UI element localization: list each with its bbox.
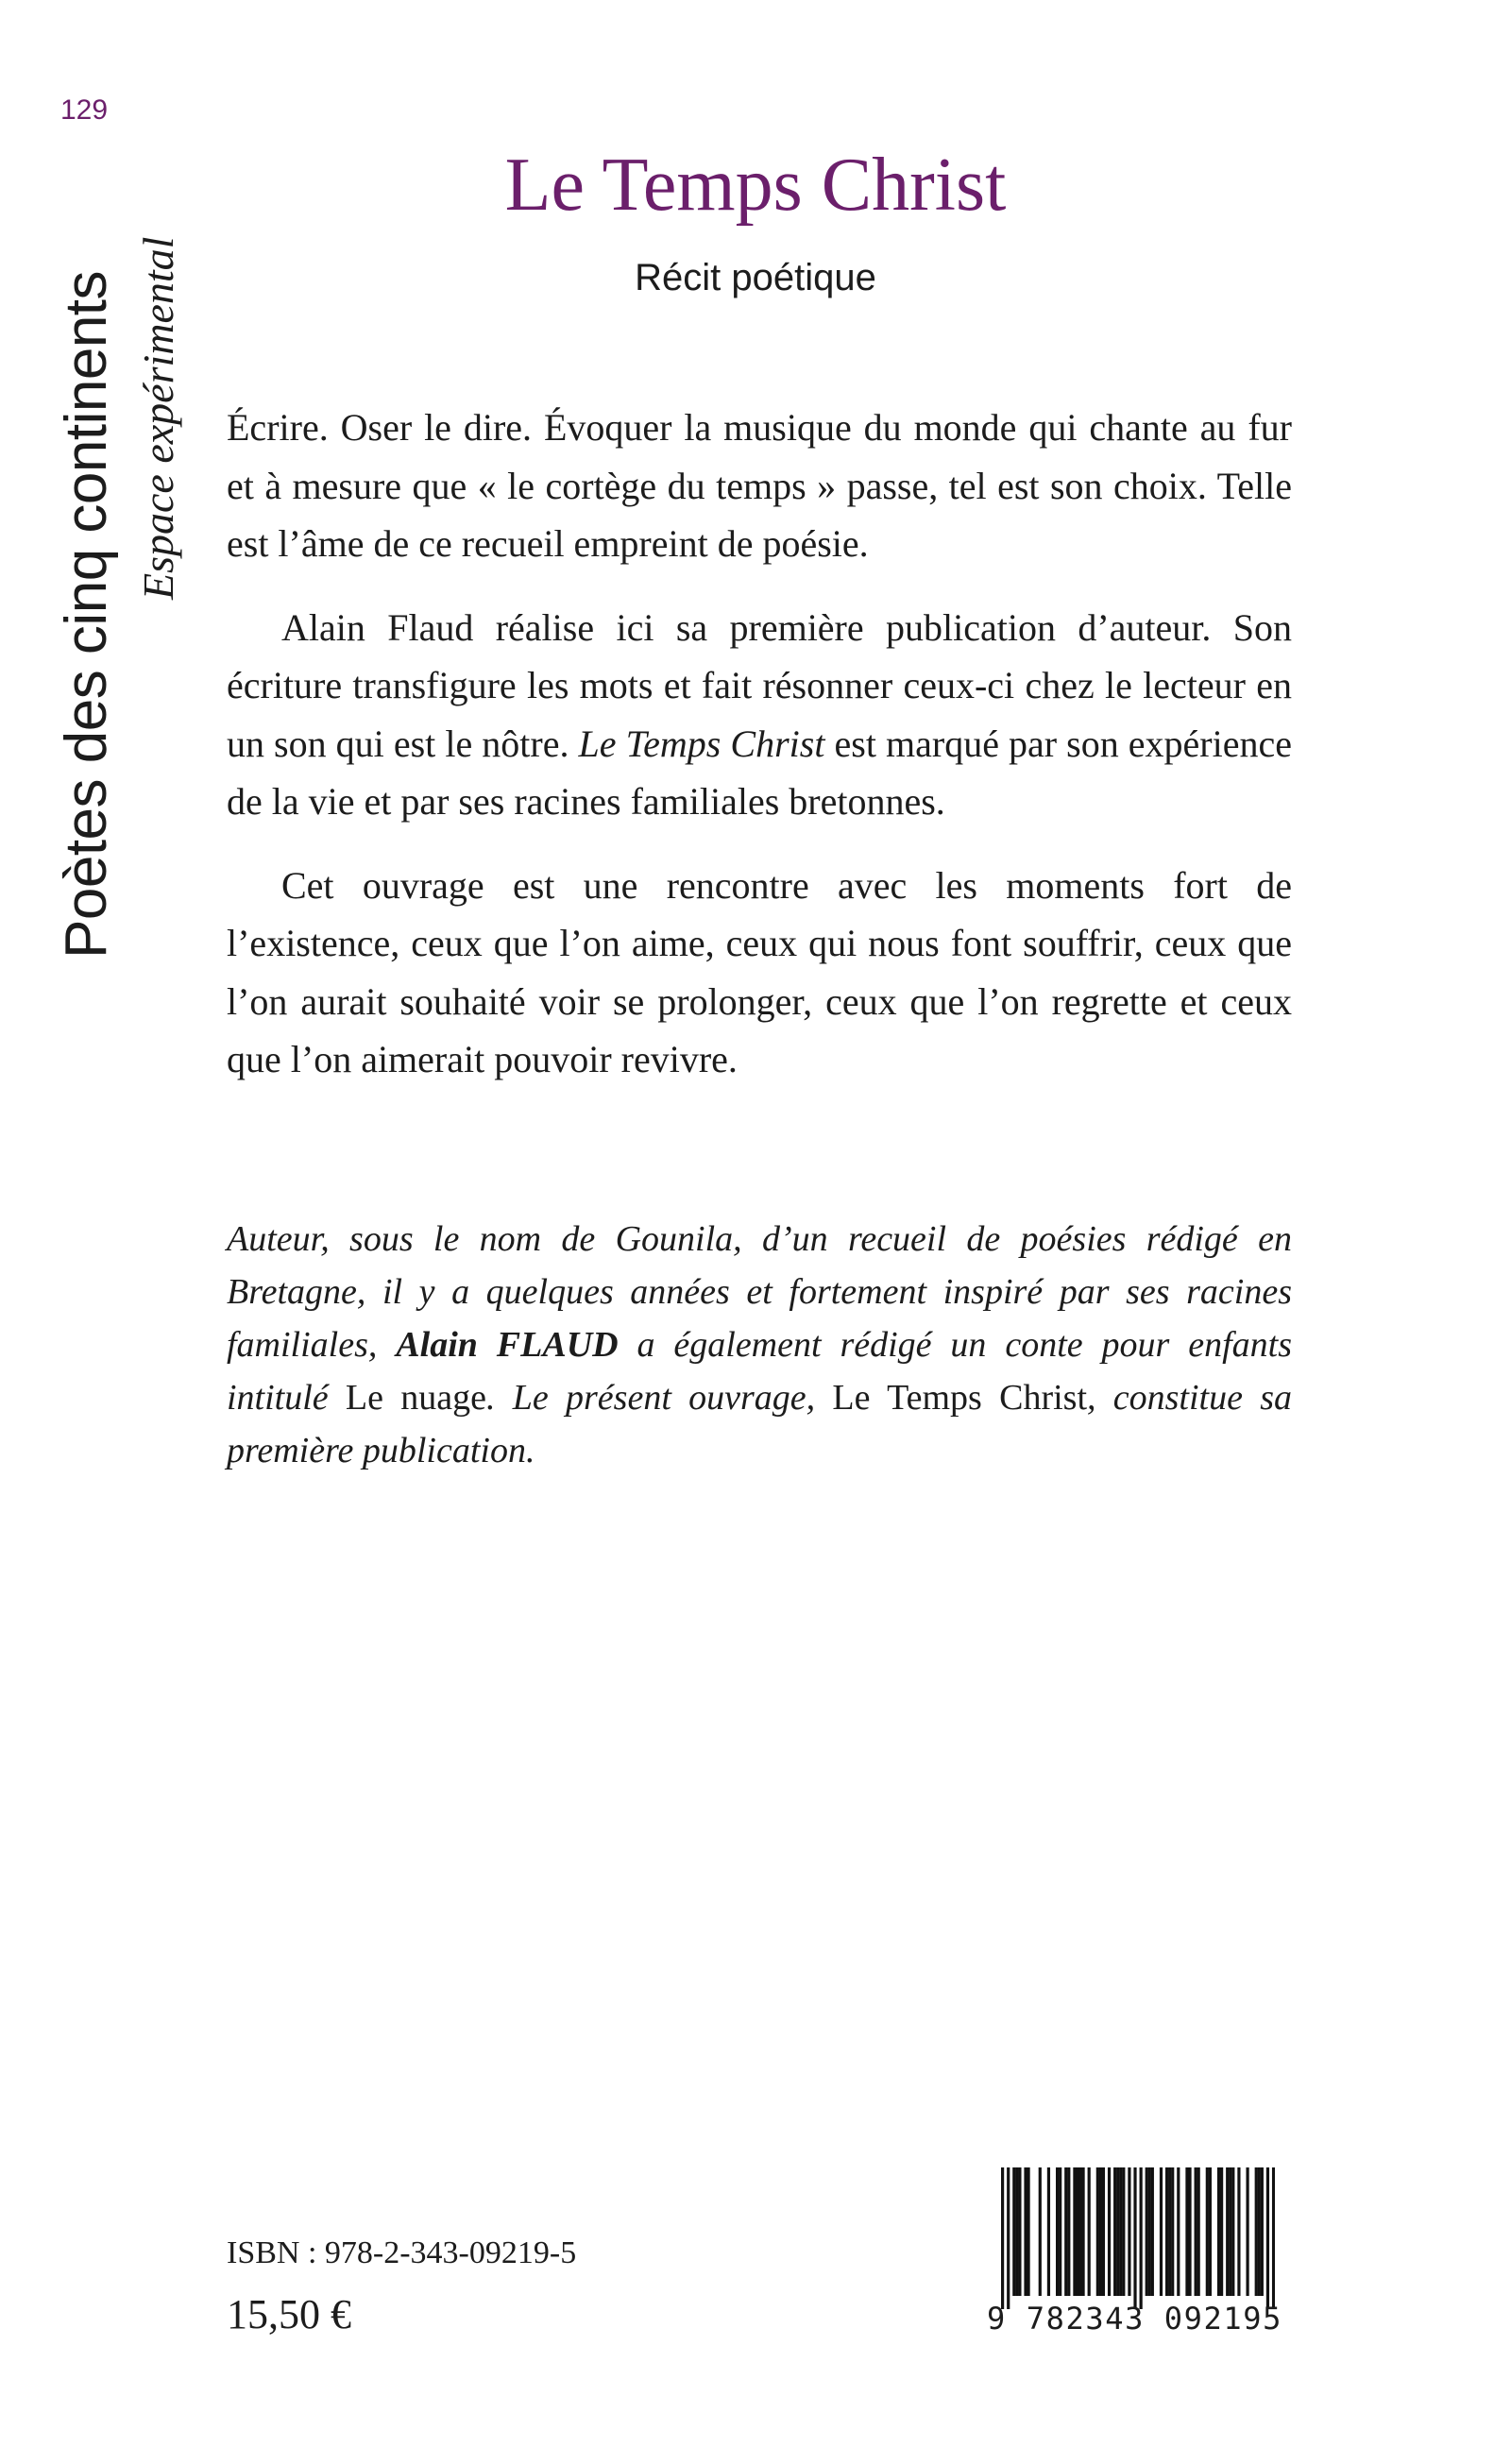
barcode-bar <box>1015 2167 1018 2296</box>
bio-title-2: Le Temps Christ <box>832 1378 1088 1418</box>
barcode-bar <box>1146 2167 1148 2296</box>
series-title: Poètes des cinq continents <box>54 270 119 959</box>
barcode-bar <box>1168 2167 1171 2296</box>
barcode-bar <box>1047 2167 1050 2296</box>
barcode-bar <box>1226 2167 1229 2296</box>
barcode-bar <box>1177 2167 1180 2296</box>
barcode-bar <box>1209 2167 1212 2296</box>
barcode-bar <box>1237 2167 1240 2296</box>
barcode-bar <box>1059 2167 1061 2296</box>
barcode-bar <box>1122 2167 1125 2296</box>
book-title: Le Temps Christ <box>504 144 1007 227</box>
barcode-bars <box>1001 2167 1275 2309</box>
barcode-bar <box>1133 2167 1136 2309</box>
barcode-bar <box>1165 2167 1168 2296</box>
barcode-bar <box>1185 2167 1188 2296</box>
barcode-bar <box>1024 2167 1027 2296</box>
blurb-paragraph-2-start: Alain Flaud réalise ici sa première publication d’auteur. Son écriture transfigure les mots et fait résonner ceux-ci chez le lecteur en un son qui est le nôtre. <box>227 605 1292 765</box>
barcode-bar <box>1018 2167 1021 2296</box>
series-subtitle: Espace expérimental <box>134 236 182 600</box>
bio-text-3: . Le présent ouvrage, <box>486 1378 833 1418</box>
barcode-bar <box>1007 2167 1010 2309</box>
barcode-bar <box>1148 2167 1151 2296</box>
barcode-bar <box>1108 2167 1111 2296</box>
barcode-bar <box>1056 2167 1059 2296</box>
barcode-bar <box>1088 2167 1091 2296</box>
blurb-paragraph-2 <box>227 599 1292 831</box>
bio-text-2: a également rédigé un conte pour enfants intitulé <box>227 1325 1292 1418</box>
barcode-bar <box>1246 2167 1248 2296</box>
bio-title-1: Le nuage <box>345 1378 486 1418</box>
blurb-paragraph-3: Cet ouvrage est une rencontre avec les moments fort de l’existence, ceux que l’on aime, ceux qui nous font souffrir, ceux que l’on aurait souhaité voir se prolonger, ceux que l’on regrette et ceux que l’on aimerait pouvoir revivre. <box>227 863 1292 1080</box>
author-last-name: FLAUD <box>496 1325 619 1365</box>
isbn: ISBN : 978-2-343-09219-5 <box>227 2235 577 2270</box>
barcode <box>973 2158 1282 2341</box>
barcode-bar <box>1258 2167 1261 2296</box>
author-bio <box>227 1213 1292 1477</box>
barcode-bar <box>1001 2167 1004 2309</box>
barcode-bar <box>1272 2167 1275 2309</box>
barcode-bar <box>1160 2167 1163 2296</box>
barcode-bar <box>1229 2167 1231 2296</box>
barcode-bar <box>1076 2167 1078 2296</box>
barcode-bar <box>1027 2167 1029 2296</box>
barcode-bar <box>1064 2167 1067 2296</box>
blurb-paragraph-1: Écrire. Oser le dire. Évoquer la musique du monde qui chante au fur et à mesure que « le cortège du temps » passe, tel est son choix. Telle est l’âme de ce recueil empreint de poésie. <box>227 406 1292 565</box>
author-name <box>396 1325 618 1365</box>
blurb-book-title: Le Temps Christ <box>578 722 825 765</box>
barcode-bar <box>1099 2167 1102 2296</box>
barcode-bar <box>1220 2167 1223 2296</box>
barcode-bar <box>1195 2167 1197 2296</box>
barcode-bar <box>1073 2167 1076 2296</box>
barcode-bar <box>1113 2167 1116 2296</box>
barcode-bar <box>1119 2167 1122 2296</box>
barcode-bar <box>1266 2167 1269 2309</box>
barcode-bar <box>1039 2167 1042 2296</box>
barcode-bar <box>1197 2167 1200 2296</box>
barcode-bar <box>1217 2167 1220 2296</box>
barcode-bar <box>1102 2167 1105 2296</box>
barcode-bar <box>1206 2167 1209 2296</box>
barcode-bar <box>1116 2167 1119 2296</box>
book-genre: Récit poétique <box>635 257 876 298</box>
barcode-bar <box>1096 2167 1099 2296</box>
barcode-bar <box>1171 2167 1174 2296</box>
barcode-bar <box>1255 2167 1258 2296</box>
author-first-name: Alain <box>396 1325 497 1365</box>
barcode-bar <box>1128 2167 1130 2296</box>
blurb <box>227 399 1292 1114</box>
barcode-bar <box>1078 2167 1081 2296</box>
barcode-bar <box>1140 2167 1143 2309</box>
barcode-bar <box>1067 2167 1070 2296</box>
series-number: 129 <box>60 94 109 126</box>
barcode-bar <box>1012 2167 1015 2296</box>
barcode-digits: 9 782343 092195 <box>987 2301 1282 2337</box>
barcode-bar <box>1231 2167 1234 2296</box>
barcode-bar <box>1151 2167 1154 2296</box>
barcode-bar <box>1188 2167 1191 2296</box>
blurb-paragraph-2-end: est marqué par son expérience de la vie et par ses racines familiales bretonnes. <box>227 722 1293 823</box>
barcode-bar <box>1081 2167 1084 2296</box>
bio-text-1: Auteur, sous le nom de Gounila, d’un recueil de poésies rédigé en Bretagne, il y a quelques années et fortement inspiré par ses racines familiales, <box>227 1219 1292 1365</box>
price: 15,50 € <box>227 2291 351 2337</box>
barcode-bar <box>1261 2167 1264 2296</box>
bio-text-4: , constitue sa première publication. <box>227 1378 1293 1470</box>
